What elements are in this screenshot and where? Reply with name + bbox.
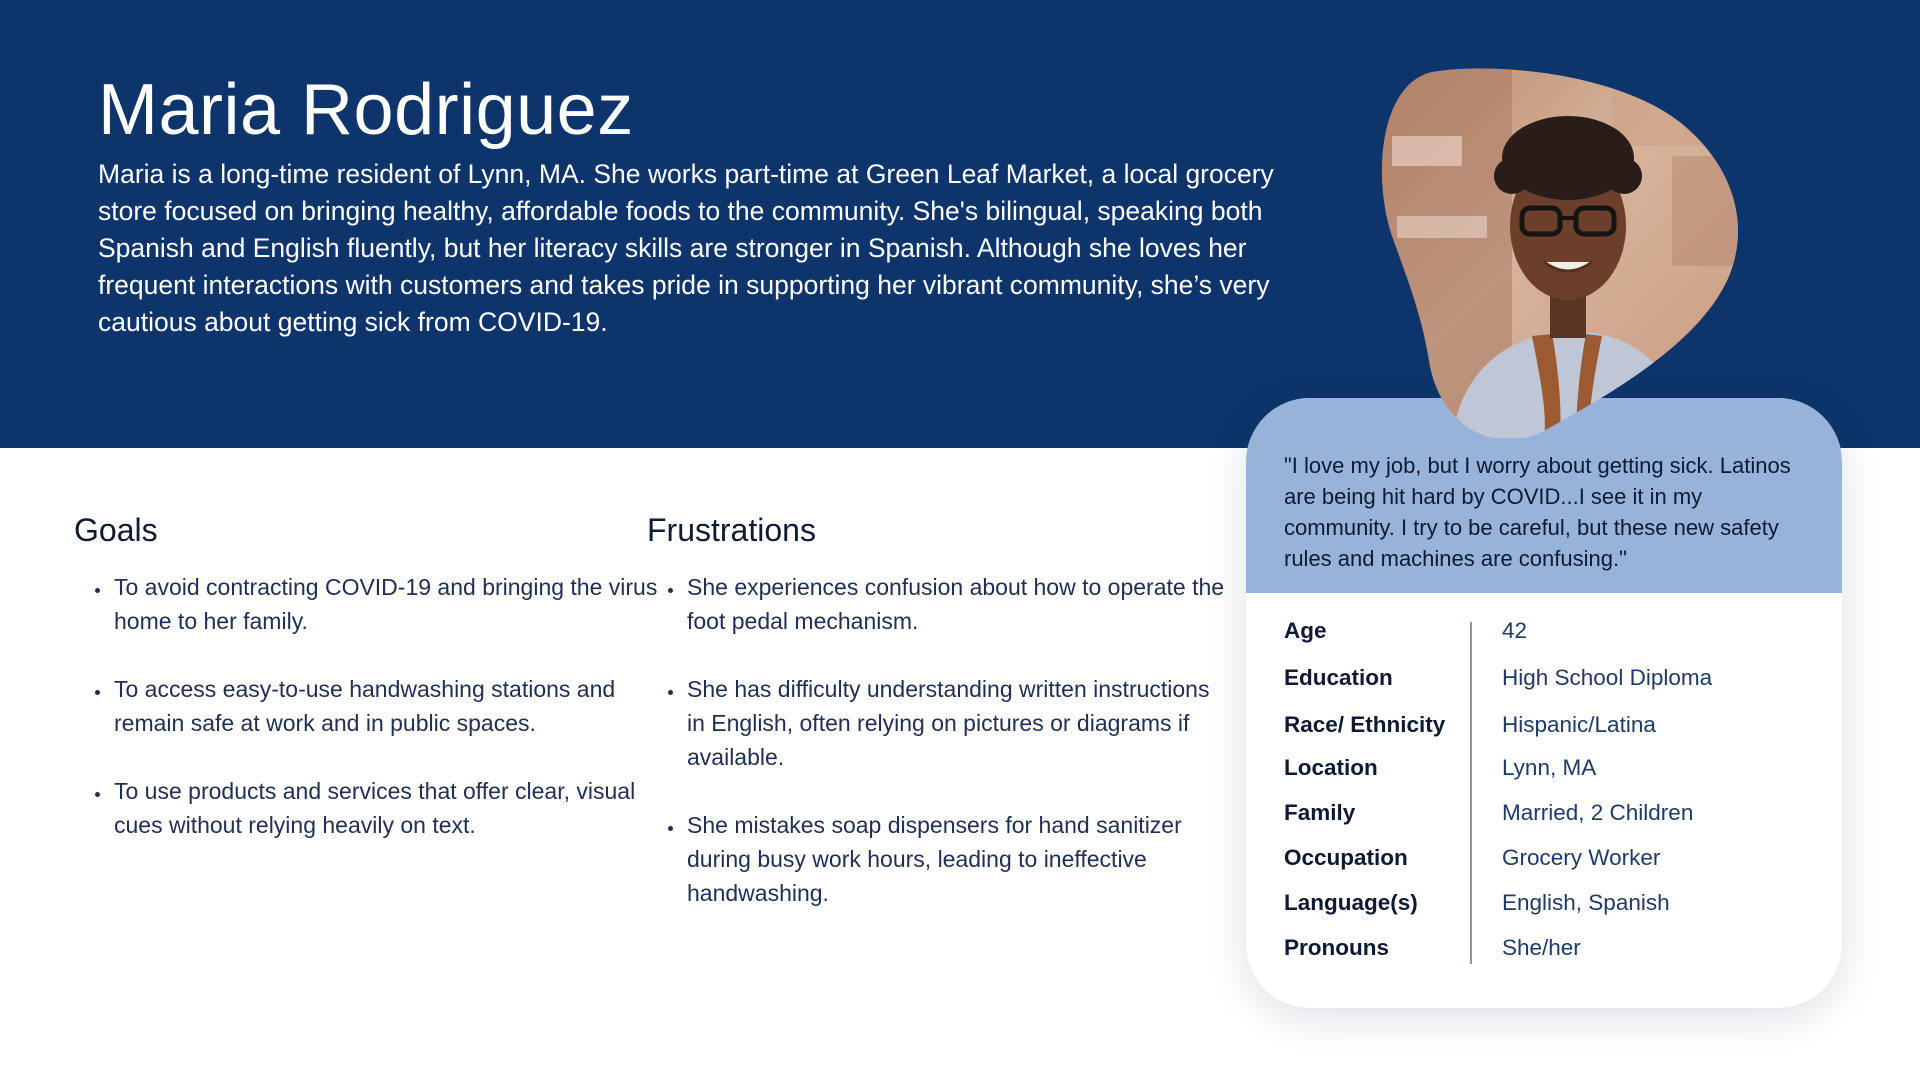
attr-label-location: Location [1284,755,1378,780]
attr-value-age: 42 [1502,618,1528,643]
goal-item: • To access easy-to-use handwashing stations and remain safe at work and in public spaces. [112,672,672,740]
attr-value-education: High School Diploma [1502,665,1713,690]
goal-item: • To use products and services that offer clear, visual cues without relying heavily on text. [112,774,672,842]
persona-quote: "I love my job, but I worry about getting sick. Latinos are being hit hard by COVID...I see it in my community. I try to be careful, but these new safety rules and machines are confusing." [1284,453,1791,571]
frustrations-list [647,570,1225,944]
frustrations-heading: Frustrations [647,512,816,548]
persona-name: Maria Rodriguez [98,70,634,150]
goals-heading: Goals [74,512,158,548]
attr-value-pronouns: She/her [1502,935,1581,960]
attr-value-family: Married, 2 Children [1502,800,1694,825]
goal-item: • To avoid contracting COVID-19 and bringing the virus home to her family. [112,570,672,638]
attr-label-pronouns: Pronouns [1284,935,1389,960]
attribute-divider [1470,622,1472,964]
persona-profile-card [1246,398,1842,1008]
persona-bio: Maria is a long-time resident of Lynn, MA. She works part-time at Green Leaf Market, a local grocery store focused on bringing healthy, affordable foods to the community. She's bilingual, speaking both Spanish and English fluently, but her literacy skills are stronger in Spanish. Although she loves her frequent interactions with customers and takes pride in supporting her vibrant community, she’s very cautious about getting sick from COVID-19. [98,159,1274,337]
attribute-table [1246,398,1842,1008]
attr-label-ethnicity: Race/ Ethnicity [1284,712,1446,737]
attr-label-age: Age [1284,618,1327,643]
persona-portrait-photo [1372,66,1752,438]
attr-value-ethnicity: Hispanic/Latina [1502,712,1656,737]
attr-label-education: Education [1284,665,1393,690]
attr-label-languages: Language(s) [1284,890,1418,915]
attr-value-location: Lynn, MA [1502,755,1597,780]
goals-list [74,570,672,876]
frustration-item: • She has difficulty understanding written instructions in English, often relying on pictures or diagrams if available. [685,672,1225,774]
attr-label-occupation: Occupation [1284,845,1408,870]
frustration-item: • She experiences confusion about how to operate the foot pedal mechanism. [685,570,1225,638]
portrait-image [1372,66,1752,438]
attr-label-family: Family [1284,800,1356,825]
frustration-item: • She mistakes soap dispensers for hand sanitizer during busy work hours, leading to ineffective handwashing. [685,808,1225,910]
attr-value-occupation: Grocery Worker [1502,845,1661,870]
attr-value-languages: English, Spanish [1502,890,1670,915]
